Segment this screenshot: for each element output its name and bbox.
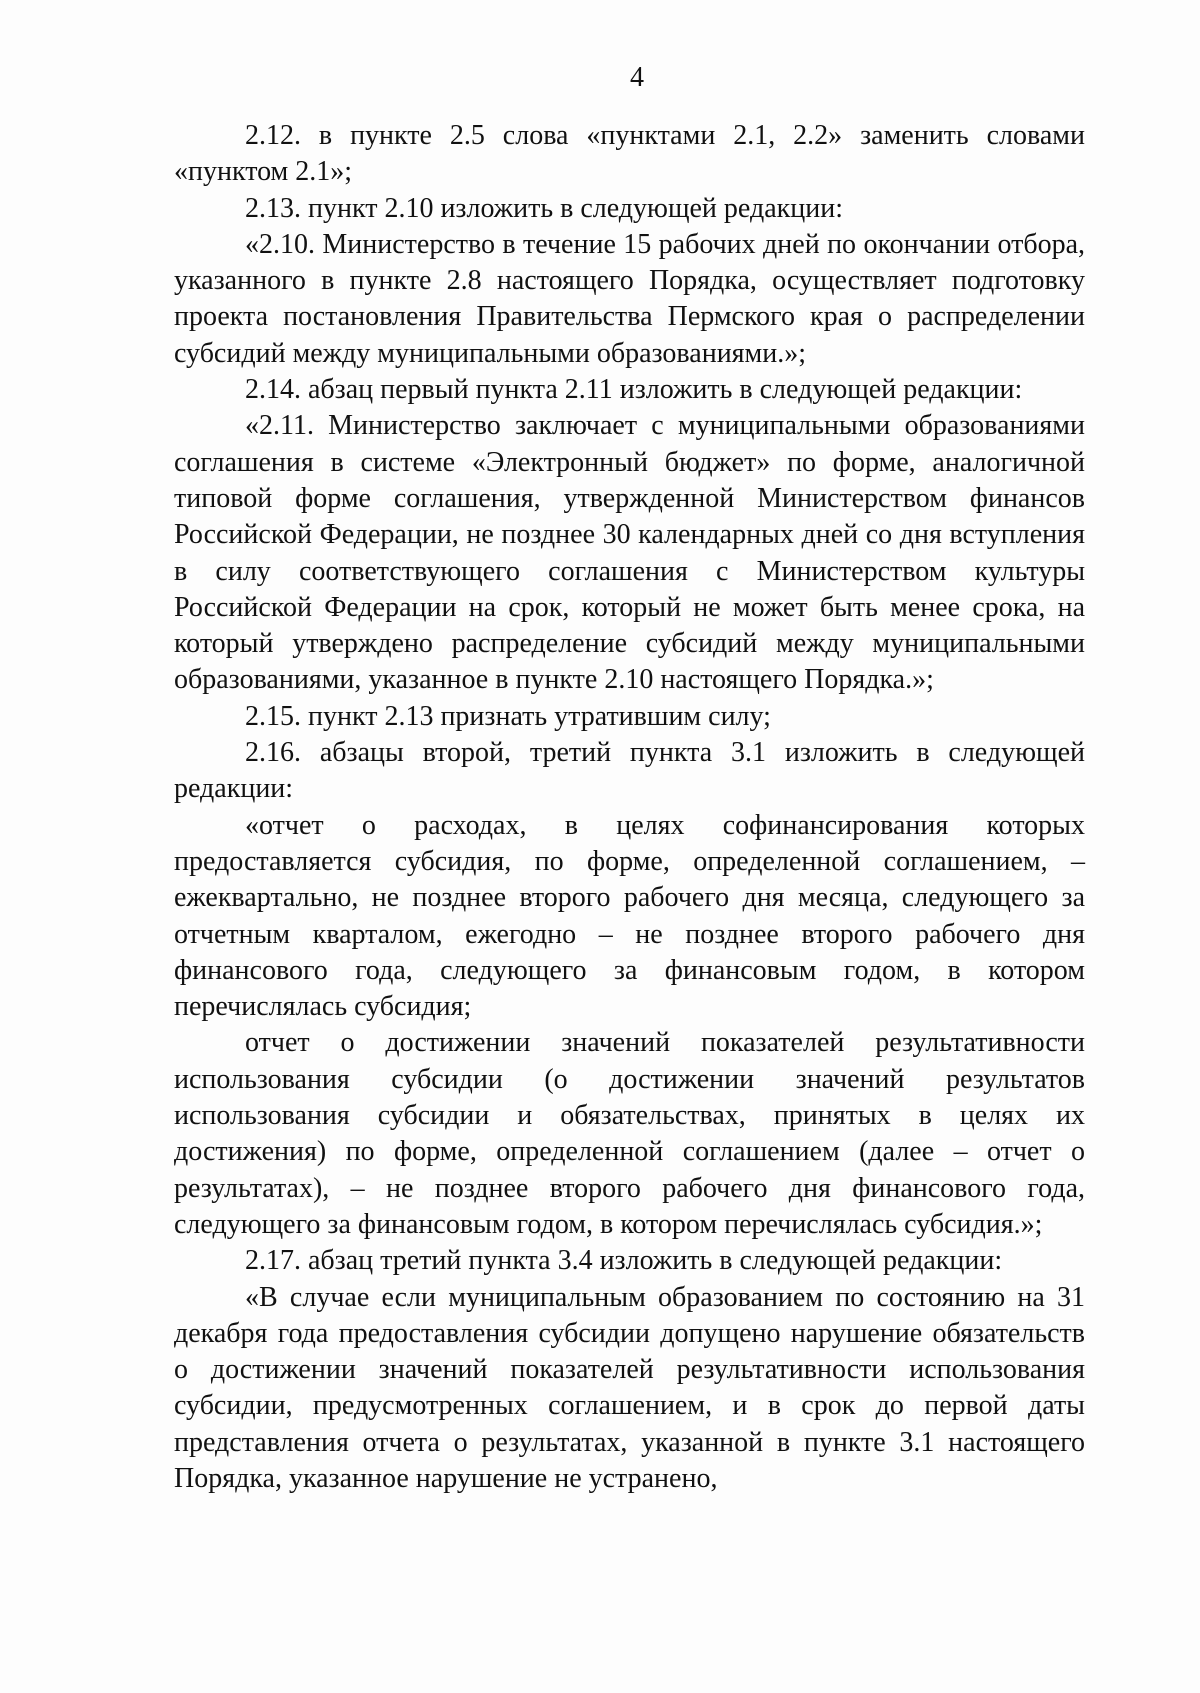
paragraph-results-report: отчет о достижении значений показателей результативности использования субсидии (о достижении значений результатов использования субсидии и обязательствах, принятых в целях их достижения) по форме, определенной соглашением (далее – отчет о результатах), – не позднее второго рабочего дня финансового года, следующего за финансовым годом, в котором перечислялась субсидия.»; xyxy=(174,1027,1085,1240)
paragraph-2-17: 2.17. абзац третий пункта 3.4 изложить в следующей редакции: xyxy=(245,1245,1003,1277)
paragraph-3-4-text: «В случае если муниципальным образованием по состоянию на 31 декабря года предоставления субсидии допущено нарушение обязательств о достижении значений показателей результативности использования субсидии, предусмотренных соглашением, и в срок до первой даты представления отчета о результатах, указанной в пункте 3.1 настоящего Порядка, указанное нарушение не устранено, xyxy=(174,1281,1085,1494)
paragraph-expense-report: «отчет о расходах, в целях софинансирования которых предоставляется субсидия, по форме, определенной соглашением, – ежеквартально, не позднее второго рабочего дня месяца, следующего за отчетным кварталом, ежегодно – не позднее второго рабочего дня финансового года, следующего за финансовым годом, в котором перечислялась субсидия; xyxy=(174,809,1085,1023)
document-body xyxy=(174,118,1085,1497)
paragraph-2-13: 2.13. пункт 2.10 изложить в следующей редакции: xyxy=(245,192,843,224)
paragraph-2-15: 2.15. пункт 2.13 признать утратившим силу; xyxy=(245,700,771,732)
paragraph-2-12: 2.12. в пункте 2.5 слова «пунктами 2.1, 2.2» заменить словами «пунктом 2.1»; xyxy=(174,120,1085,188)
paragraph-2-14: 2.14. абзац первый пункта 2.11 изложить в следующей редакции: xyxy=(245,374,1023,406)
page-number: 4 xyxy=(630,62,644,93)
paragraph-2-11-text: «2.11. Министерство заключает с муниципальными образованиями соглашения в системе «Электронный бюджет» по форме, аналогичной типовой форме соглашения, утвержденной Министерством финансов Российской Федерации, не позднее 30 календарных дней со дня вступления в силу соответствующего соглашения с Министерством культуры Российской Федерации на срок, который не может быть менее срока, на который утверждено распределение субсидий между муниципальными образованиями, указанное в пункте 2.10 настоящего Порядка.»; xyxy=(174,410,1085,696)
paragraph-2-16: 2.16. абзацы второй, третий пункта 3.1 изложить в следующей редакции: xyxy=(174,737,1085,805)
paragraph-2-10-text: «2.10. Министерство в течение 15 рабочих дней по окончании отбора, указанного в пункте 2.8 настоящего Порядка, осуществляет подготовку проекта постановления Правительства Пермского края о распределении субсидий между муниципальными образованиями.»; xyxy=(174,228,1085,369)
